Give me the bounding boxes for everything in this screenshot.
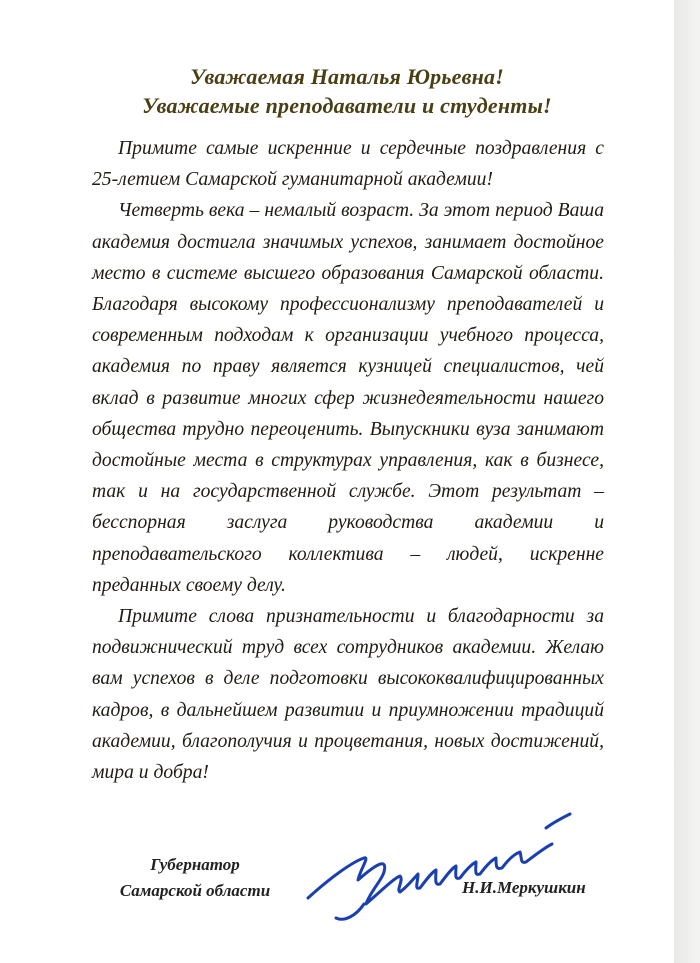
paragraph-wishes: Примите слова признательности и благодарности за подвижнический труд всех сотрудников академии. Желаю вам успехов в деле подготовки высококвалифицированных кадров, в дальнейшем развитии и приумножении традиций академии, благополучия и процветания, новых достижений, мира и добра! [92, 606, 604, 784]
greeting-line-2: Уважаемые преподаватели и студенты! [142, 93, 552, 118]
signatory-title [100, 852, 290, 904]
signatory-name: Н.И.Меркушкин [462, 878, 586, 897]
signatory-title-line-1: Губернатор [150, 855, 240, 874]
greeting-line-1: Уважаемая Наталья Юрьевна! [190, 64, 504, 89]
paragraph-achievements: Четверть века – немалый возраст. За этот период Ваша академия достигла значимых успехов, занимает достойное место в системе высшего образования Самарской области. Благодаря высокому профессионализму преподавателей и современным подходам к организации учебного процесса, академия по праву является кузницей специалистов, чей вклад в развитие многих сфер жизнедеятельности нашего общества трудно переоценить. Выпускники вуза занимают достойные места в структурах управления, как в бизнесе, так и на государственной службе. Этот результат – бесспорная заслуга руководства академии и преподавательского коллектива – людей, искренне преданных своему делу. [92, 200, 604, 596]
page-edge [674, 0, 700, 963]
signatory-title-line-2: Самарской области [119, 881, 271, 900]
paragraph-congratulations: Примите самые искренние и сердечные поздравления с 25-летием Самарской гуманитарной академии! [92, 138, 604, 191]
handwritten-signature [300, 800, 590, 930]
letter-body [92, 133, 604, 788]
